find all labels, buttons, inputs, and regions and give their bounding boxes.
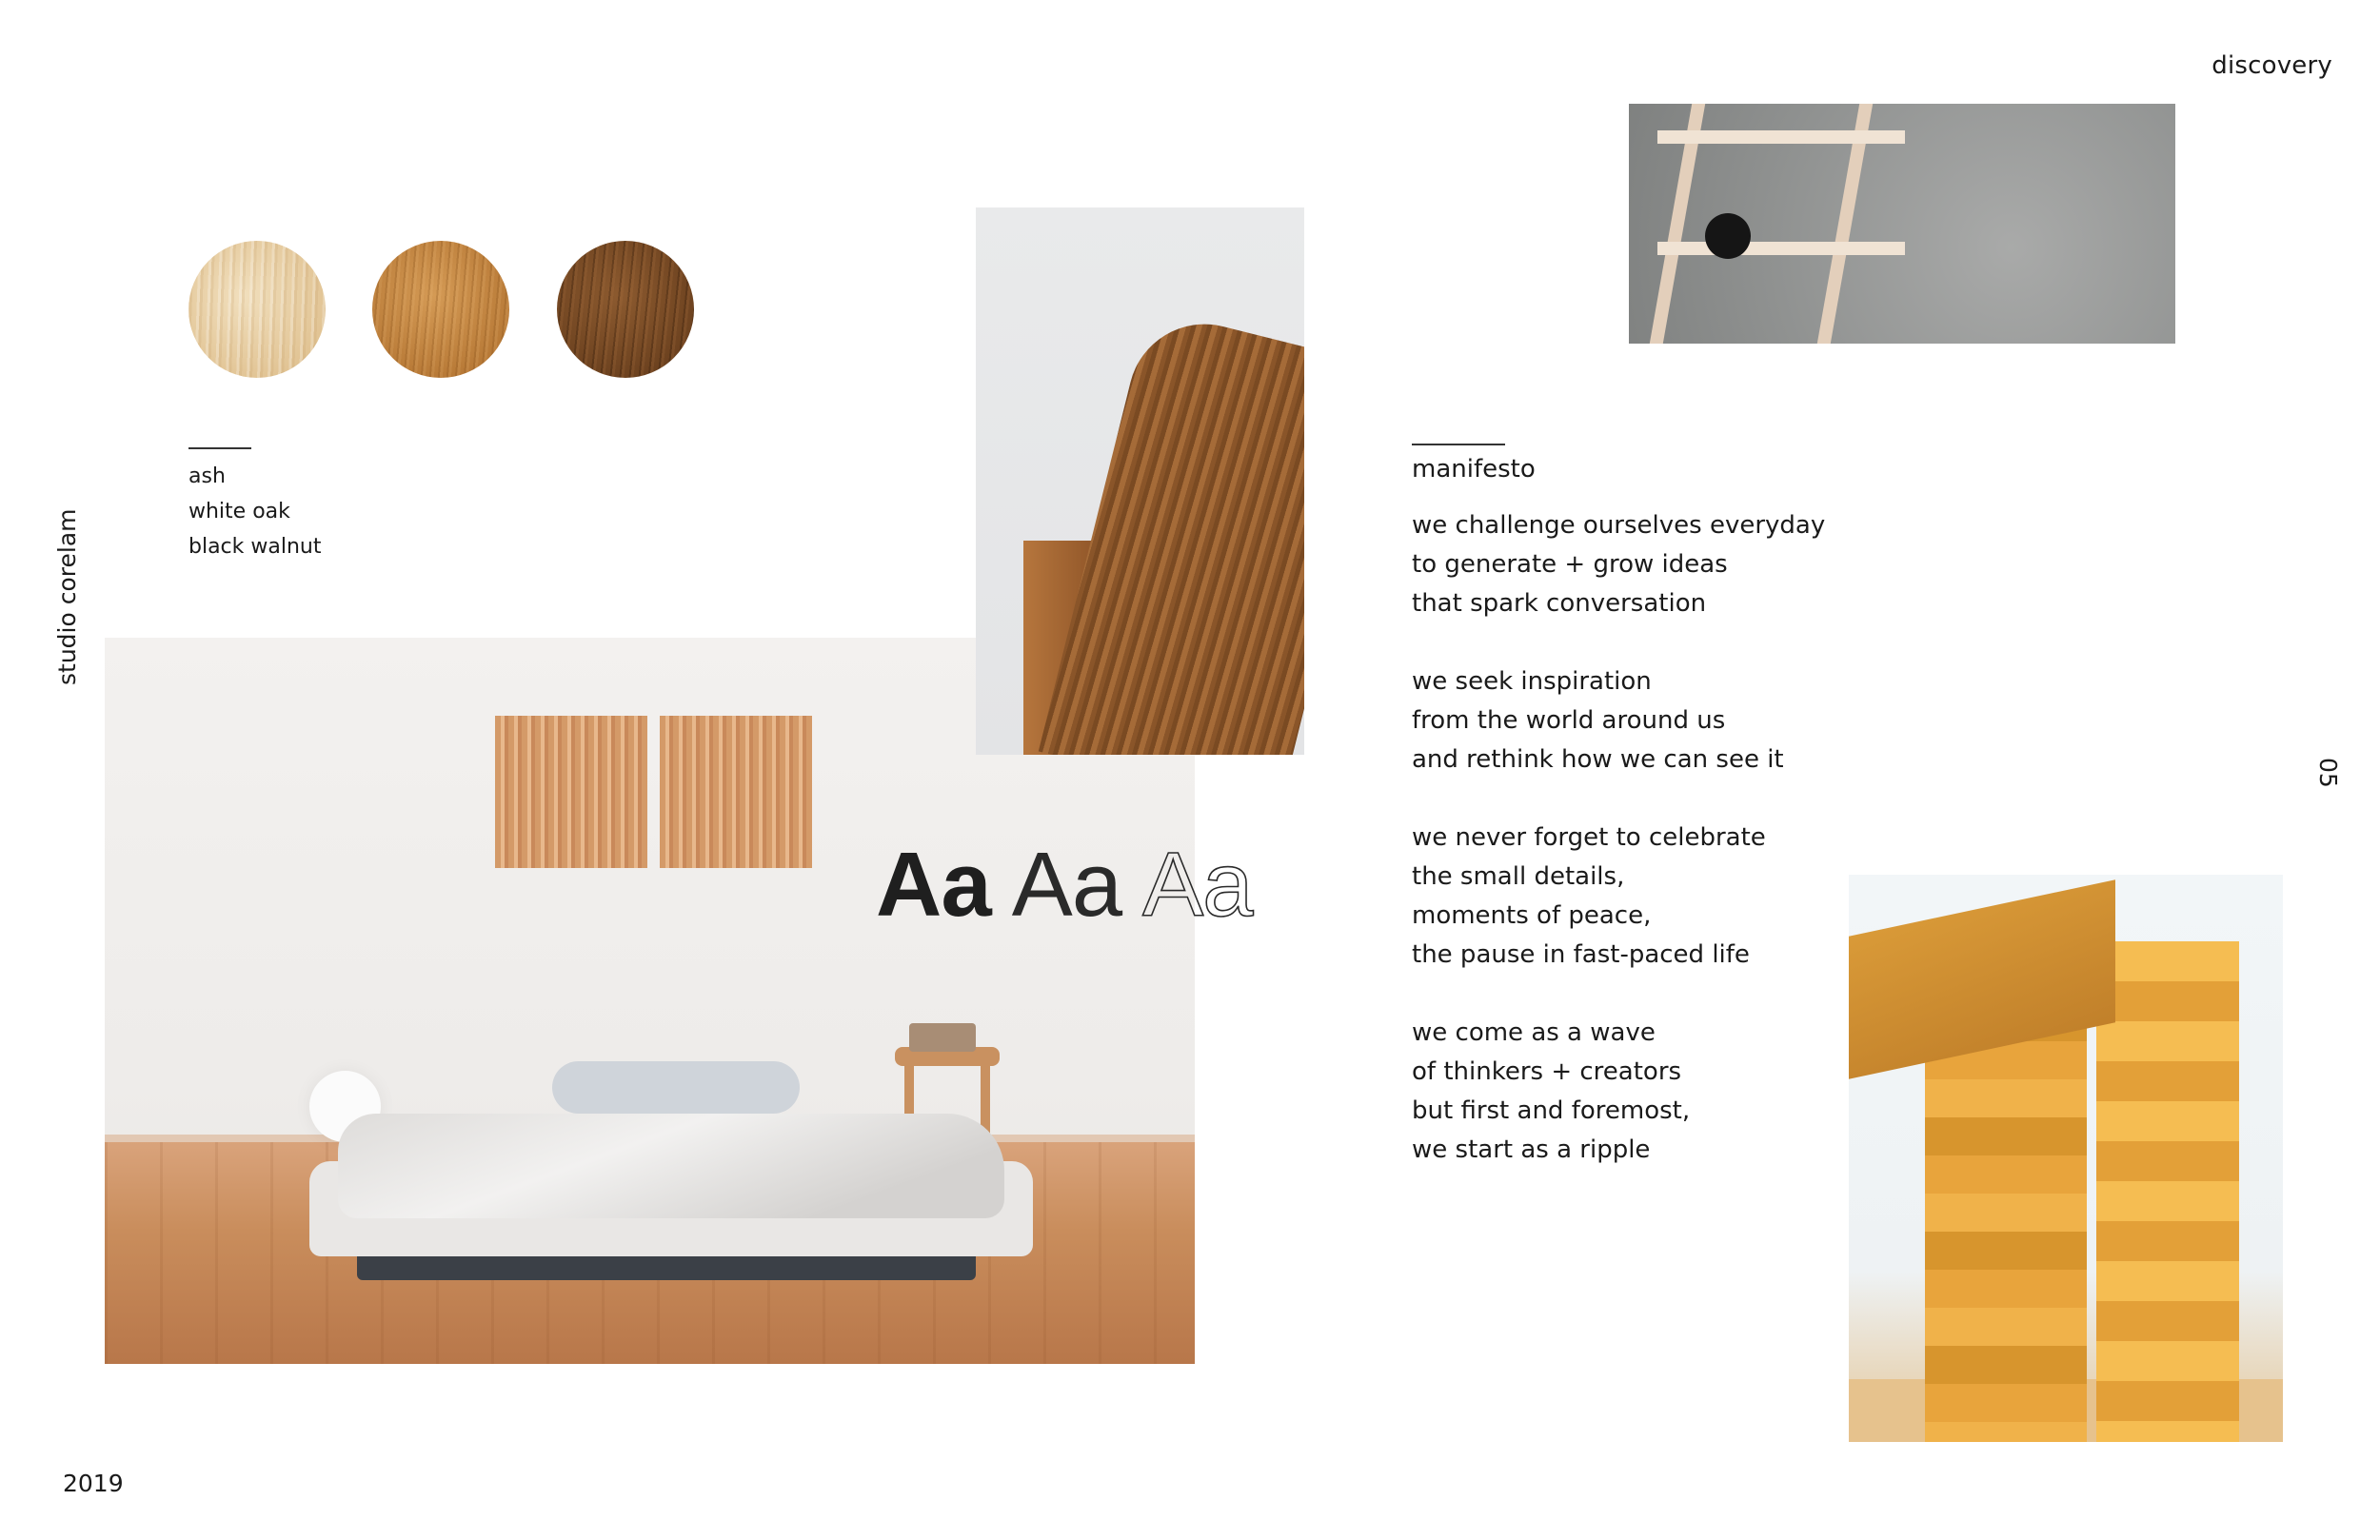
manifesto-line: moments of peace, xyxy=(1412,901,1652,930)
wave-photo xyxy=(1849,875,2283,1442)
manifesto-line: but first and foremost, xyxy=(1412,1096,1691,1125)
manifesto-line: we seek inspiration xyxy=(1412,667,1652,696)
duvet xyxy=(338,1114,1004,1218)
manifesto-line: we never forget to celebrate xyxy=(1412,823,1766,852)
manifesto-stanza xyxy=(1412,819,1825,975)
manifesto-line: to generate + grow ideas xyxy=(1412,550,1728,579)
manifesto-line: that spark conversation xyxy=(1412,589,1707,618)
wood-fin xyxy=(1039,308,1304,755)
type-sample-bold: Aa xyxy=(876,834,991,936)
type-sample-light: Aa xyxy=(1142,834,1253,936)
manifesto-divider xyxy=(1412,444,1505,445)
wood-closeup-photo xyxy=(976,207,1304,755)
section-label: discovery xyxy=(2211,51,2332,80)
manifesto-line: the small details, xyxy=(1412,862,1625,891)
manifesto-stanza xyxy=(1412,506,1825,623)
brand-name: studio corelam xyxy=(53,508,81,685)
black-sphere xyxy=(1705,213,1751,259)
pillow xyxy=(552,1061,800,1114)
shelf-photo xyxy=(1629,104,2175,344)
material-label: white oak xyxy=(188,500,290,523)
manifesto-line: of thinkers + creators xyxy=(1412,1057,1682,1086)
manifesto-line: we challenge ourselves everyday xyxy=(1412,511,1826,540)
type-specimen xyxy=(876,834,1274,936)
wall-panel xyxy=(495,716,647,868)
type-sample-regular: Aa xyxy=(1011,834,1122,936)
year-label: 2019 xyxy=(63,1470,124,1497)
swatch-black-walnut xyxy=(557,241,694,378)
manifesto-body xyxy=(1412,506,1825,1170)
material-label: ash xyxy=(188,464,226,488)
page-number: 05 xyxy=(2314,758,2342,788)
manifesto-line: we come as a wave xyxy=(1412,1018,1656,1047)
manifesto-line: from the world around us xyxy=(1412,706,1726,735)
wave-panel xyxy=(2096,941,2239,1442)
manifesto-heading: manifesto xyxy=(1412,455,1536,484)
swatch-ash xyxy=(188,241,326,378)
materials-list xyxy=(188,459,322,564)
manifesto-line: we start as a ripple xyxy=(1412,1135,1651,1164)
shelf-board xyxy=(1657,242,1905,255)
swatch-white-oak xyxy=(372,241,509,378)
manifesto-stanza xyxy=(1412,1014,1825,1170)
manifesto-line: and rethink how we can see it xyxy=(1412,745,1784,774)
manifesto-line: the pause in fast-paced life xyxy=(1412,940,1750,969)
material-label: black walnut xyxy=(188,535,322,559)
wall-panel xyxy=(660,716,812,868)
materials-divider xyxy=(188,447,251,449)
shelf-board xyxy=(1657,130,1905,144)
radio xyxy=(909,1023,976,1052)
manifesto-stanza xyxy=(1412,662,1825,780)
